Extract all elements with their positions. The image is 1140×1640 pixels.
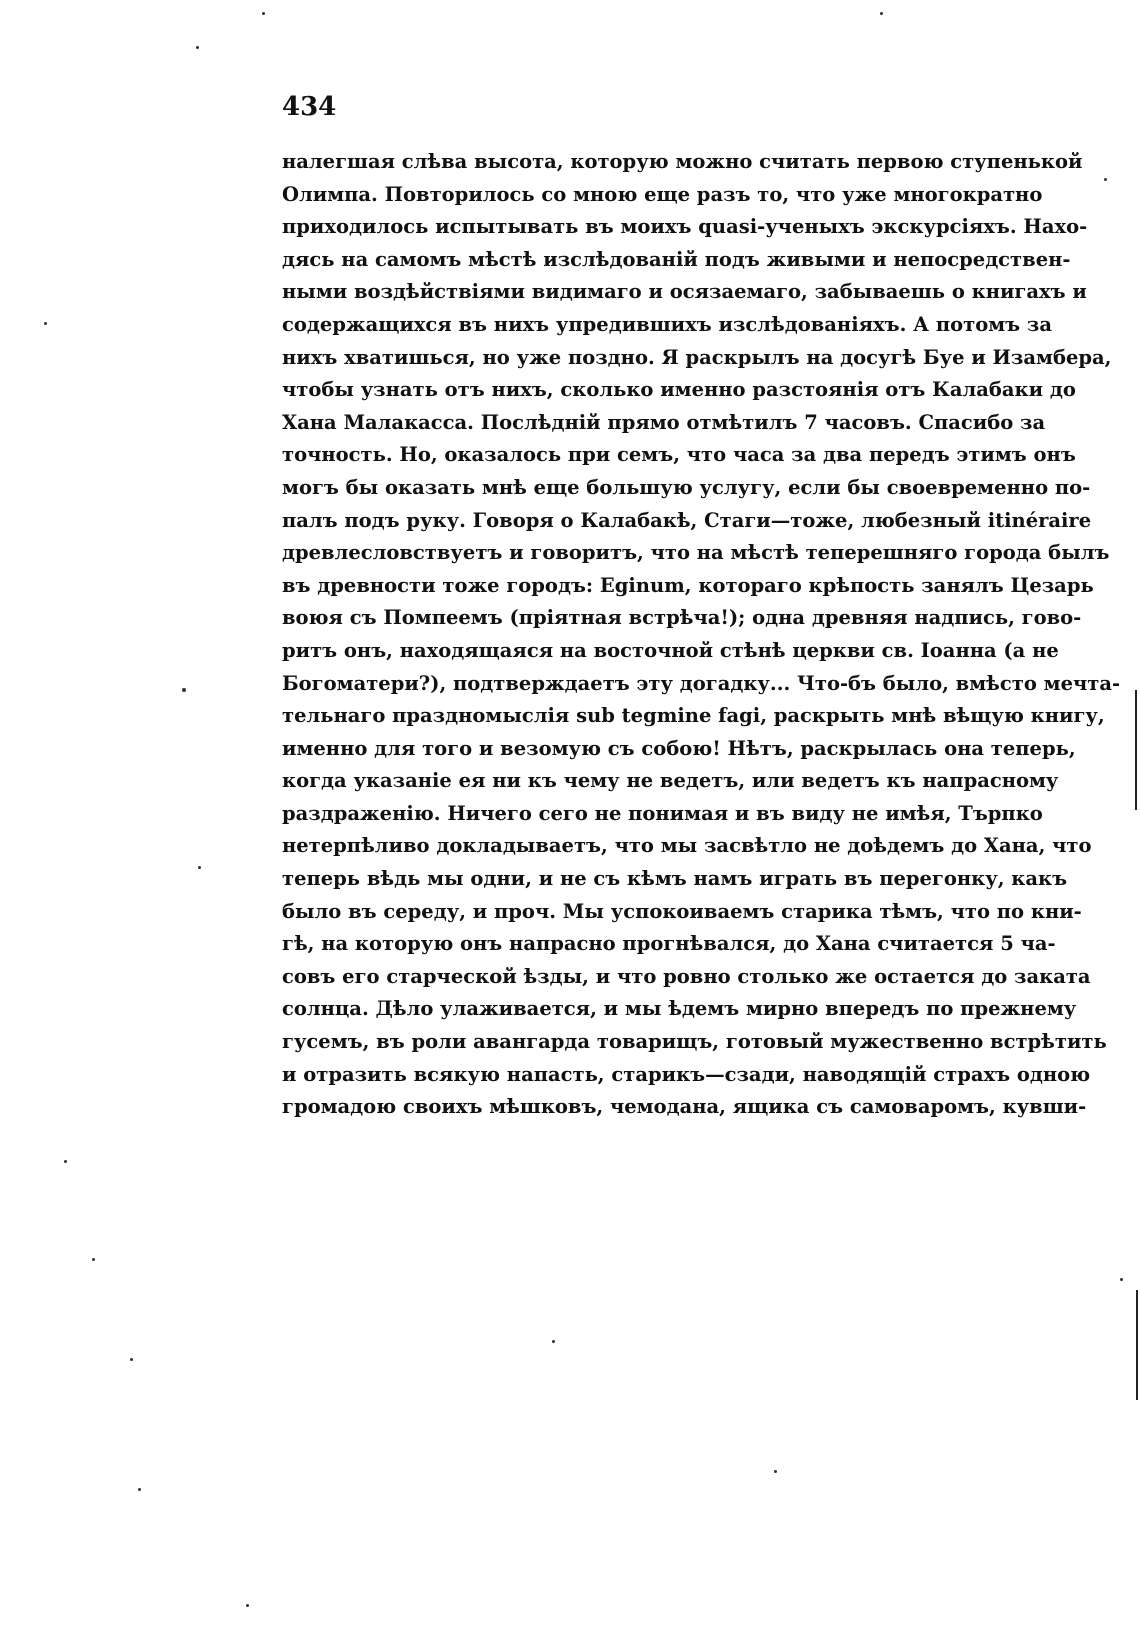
text-line: Богоматери?), подтверждаетъ эту догадку... Что-бъ было, вмѣсто мечта- bbox=[282, 671, 1121, 695]
text-line: теперь вѣдь мы одни, и не съ кѣмъ намъ играть въ перегонку, какъ bbox=[282, 867, 1068, 891]
text-line: гусемъ, въ роли авангарда товарищъ, готовый мужественно встрѣтить bbox=[282, 1030, 1107, 1054]
text-line: нетерпѣливо докладываетъ, что мы засвѣтло не доѣдемъ до Хана, что bbox=[282, 834, 1092, 858]
text-line: и отразить всякую напасть, старикъ—сзади, наводящій страхъ одною bbox=[282, 1062, 1091, 1086]
text-line: тельнаго праздномыслія sub tegmine fagi, раскрыть мнѣ вѣщую книгу, bbox=[282, 704, 1105, 728]
text-line: содержащихся въ нихъ упредившихъ изслѣдованіяхъ. А потомъ за bbox=[282, 312, 1052, 336]
scan-edge-mark bbox=[1136, 1290, 1138, 1400]
text-line: солнца. Дѣло улаживается, и мы ѣдемъ мирно впередъ по прежнему bbox=[282, 997, 1077, 1021]
scan-speck bbox=[182, 688, 186, 692]
text-line: именно для того и везомую съ собою! Нѣтъ, раскрылась она теперь, bbox=[282, 736, 1076, 760]
text-line: точность. Но, оказалось при семъ, что часа за два передъ этимъ онъ bbox=[282, 443, 1076, 467]
text-line: Олимпа. Повторилось со мною еще разъ то, что уже многократно bbox=[282, 182, 1043, 206]
text-line: нихъ хватишься, но уже поздно. Я раскрылъ на досугѣ Буе и Изамбера, bbox=[282, 345, 1112, 369]
scan-speck bbox=[1104, 178, 1107, 181]
scan-speck bbox=[774, 1470, 777, 1473]
page-number: 434 bbox=[282, 92, 337, 122]
scan-speck bbox=[64, 1160, 67, 1163]
text-line: чтобы узнать отъ нихъ, сколько именно разстоянія отъ Калабаки до bbox=[282, 378, 1076, 402]
text-line: громадою своихъ мѣшковъ, чемодана, ящика съ самоваромъ, кувши- bbox=[282, 1095, 1087, 1119]
scan-speck bbox=[198, 866, 201, 869]
text-line: палъ подъ руку. Говоря о Калабакѣ, Стаги—тоже, любезный itinéraire bbox=[282, 508, 1092, 532]
text-line: совъ его старческой ѣзды, и что ровно столько же остается до заката bbox=[282, 964, 1091, 988]
text-line: воюя съ Помпеемъ (пріятная встрѣча!); одна древняя надпись, гово- bbox=[282, 606, 1082, 630]
scan-edge-mark bbox=[1135, 690, 1137, 810]
text-line: древлесловствуетъ и говоритъ, что на мѣстѣ теперешняго города былъ bbox=[282, 541, 1110, 565]
scan-speck bbox=[130, 1358, 133, 1361]
scan-speck bbox=[138, 1488, 141, 1491]
scan-speck bbox=[246, 1604, 249, 1607]
text-line: было въ середу, и проч. Мы успокоиваемъ старика тѣмъ, что по кни- bbox=[282, 899, 1082, 923]
scan-speck bbox=[196, 46, 199, 49]
text-line: дясь на самомъ мѣстѣ изслѣдованій подъ живыми и непосредствен- bbox=[282, 247, 1071, 271]
scan-speck bbox=[1120, 1278, 1123, 1281]
scan-speck bbox=[92, 1258, 95, 1261]
text-line: ными воздѣйствіями видимаго и осязаемаго, забываешь о книгахъ и bbox=[282, 280, 1087, 304]
text-line: приходилось испытывать въ моихъ quasi-ученыхъ экскурсіяхъ. Нахо- bbox=[282, 215, 1088, 239]
scan-speck bbox=[880, 12, 883, 15]
text-line: когда указаніе ея ни къ чему не ведетъ, или ведетъ къ напрасному bbox=[282, 769, 1059, 793]
text-line: раздраженію. Ничего сего не понимая и въ виду не имѣя, Търпко bbox=[282, 801, 1043, 825]
text-line: налегшая слѣва высота, которую можно считать первою ступенькой bbox=[282, 150, 1083, 173]
text-line: ритъ онъ, находящаяся на восточной стѣнѣ церкви св. Іоанна (а не bbox=[282, 638, 1059, 662]
text-line: гѣ, на которую онъ напрасно прогнѣвался, до Хана считается 5 ча- bbox=[282, 932, 1056, 956]
scan-speck bbox=[552, 1340, 555, 1343]
text-line: могъ бы оказать мнѣ еще большую услугу, если бы своевременно по- bbox=[282, 475, 1091, 499]
scan-speck bbox=[262, 12, 265, 15]
scan-speck bbox=[44, 322, 47, 325]
text-line: Хана Малакасса. Послѣдній прямо отмѣтилъ 7 часовъ. Спасибо за bbox=[282, 410, 1046, 434]
body-text bbox=[282, 146, 1121, 1124]
text-line: въ древности тоже городъ: Eginum, котораго крѣпость занялъ Цезарь bbox=[282, 573, 1094, 597]
